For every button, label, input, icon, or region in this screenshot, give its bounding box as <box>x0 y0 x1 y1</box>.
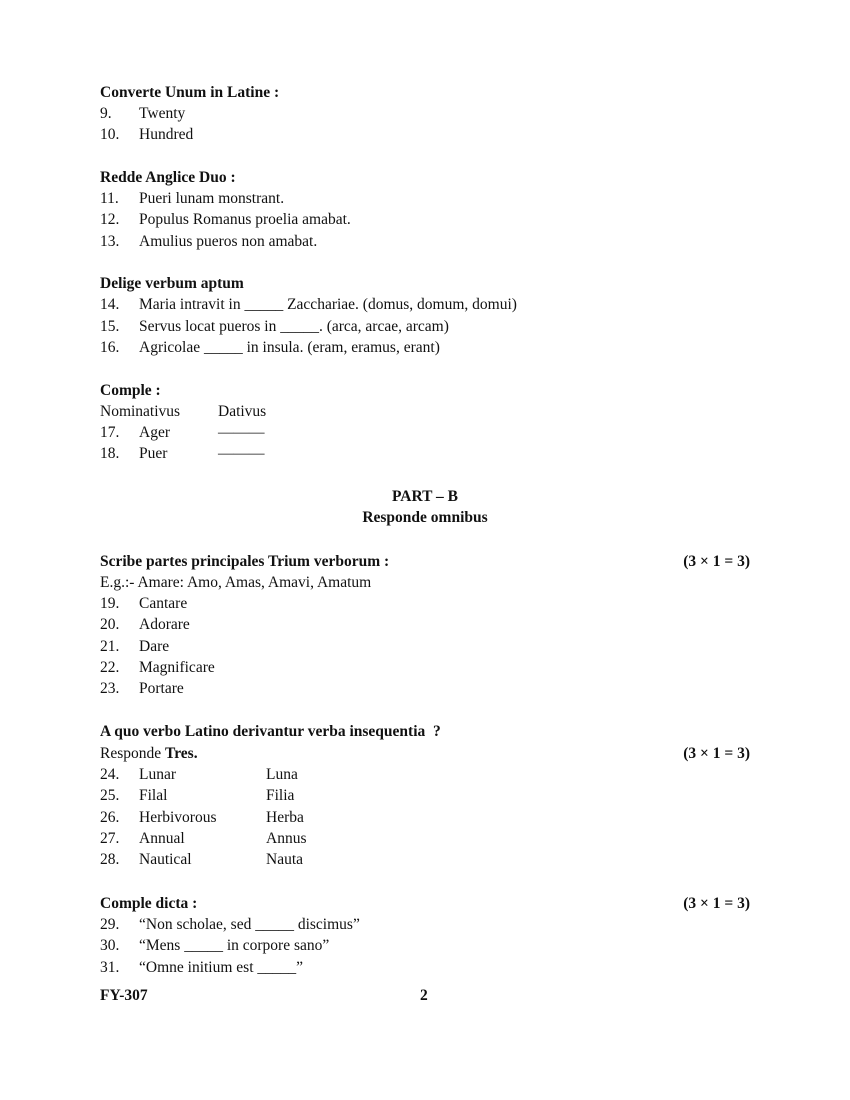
answer-blank: ——— <box>218 424 265 441</box>
question-text: Populus Romanus proelia amabat. <box>139 211 351 228</box>
part-b-subtitle: Responde omnibus <box>362 509 488 526</box>
question-text: “Non scholae, sed _____ discimus” <box>139 916 360 933</box>
answer-blank: ——— <box>218 445 265 462</box>
question-text: Agricolae _____ in insula. (eram, eramus, erant) <box>139 339 440 356</box>
footer-page-number: 2 <box>420 987 428 1004</box>
question-number: 10. <box>100 126 120 143</box>
question-text: Adorare <box>139 616 190 633</box>
footer-paper-code: FY-307 <box>100 987 148 1004</box>
latin-root: Luna <box>266 766 298 783</box>
latin-root: Nauta <box>266 851 304 868</box>
question-text: Ager <box>139 424 170 441</box>
section-heading-derivation: A quo verbo Latino derivantur verba insequentia ? <box>100 723 441 740</box>
section-heading-comple: Comple : <box>100 382 161 399</box>
question-text: Puer <box>139 445 168 462</box>
marks-label: (3 × 1 = 3) <box>683 553 750 570</box>
question-number: 16. <box>100 339 120 356</box>
question-number: 18. <box>100 445 120 462</box>
question-text: Dare <box>139 638 170 655</box>
question-text: Lunar <box>139 766 177 783</box>
part-b-title: PART – B <box>391 488 459 505</box>
section-heading-converte: Converte Unum in Latine : <box>100 84 280 101</box>
question-text: Nautical <box>139 851 192 868</box>
question-text: Hundred <box>139 126 194 143</box>
question-text: Portare <box>139 680 184 697</box>
question-text: Annual <box>139 830 185 847</box>
column-header-dativus: Dativus <box>218 403 267 420</box>
section-heading-dicta: Comple dicta : <box>100 895 198 912</box>
instruction-count: Tres. <box>165 745 198 762</box>
question-number: 22. <box>100 659 120 676</box>
section-heading-scribe: Scribe partes principales Trium verborum : <box>100 553 390 570</box>
question-text: “Omne initium est _____” <box>139 959 304 976</box>
question-text: Cantare <box>139 595 188 612</box>
latin-root: Annus <box>266 830 307 847</box>
question-number: 11. <box>100 190 119 207</box>
question-text: Servus locat pueros in _____. (arca, arcae, arcam) <box>139 318 449 335</box>
question-text: Amulius pueros non amabat. <box>139 233 318 250</box>
question-number: 15. <box>100 318 120 335</box>
question-number: 17. <box>100 424 120 441</box>
column-header-nominativus: Nominativus <box>100 403 181 420</box>
question-number: 29. <box>100 916 120 933</box>
question-text: Magnificare <box>139 659 215 676</box>
question-text: “Mens _____ in corpore sano” <box>139 937 330 954</box>
question-number: 21. <box>100 638 120 655</box>
question-text: Pueri lunam monstrant. <box>139 190 285 207</box>
instruction-prefix: Responde <box>100 745 166 762</box>
question-number: 25. <box>100 787 120 804</box>
question-number: 9. <box>100 105 112 122</box>
section-heading-redde: Redde Anglice Duo : <box>100 169 236 186</box>
question-number: 14. <box>100 296 120 313</box>
latin-root: Herba <box>266 809 304 826</box>
question-number: 19. <box>100 595 120 612</box>
question-number: 28. <box>100 851 120 868</box>
example-text: E.g.:- Amare: Amo, Amas, Amavi, Amatum <box>100 574 372 591</box>
question-number: 26. <box>100 809 120 826</box>
question-text: Maria intravit in _____ Zacchariae. (domus, domum, domui) <box>139 296 517 313</box>
question-text: Herbivorous <box>139 809 217 826</box>
marks-label: (3 × 1 = 3) <box>683 895 750 912</box>
question-number: 27. <box>100 830 120 847</box>
question-number: 20. <box>100 616 120 633</box>
question-number: 23. <box>100 680 120 697</box>
question-number: 13. <box>100 233 120 250</box>
question-number: 31. <box>100 959 120 976</box>
question-number: 24. <box>100 766 120 783</box>
instruction-line <box>100 745 198 763</box>
question-text: Twenty <box>139 105 186 122</box>
latin-root: Filia <box>266 787 295 804</box>
question-text: Filal <box>139 787 168 804</box>
question-number: 12. <box>100 211 120 228</box>
section-heading-delige: Delige verbum aptum <box>100 275 244 292</box>
marks-label: (3 × 1 = 3) <box>683 745 750 762</box>
question-number: 30. <box>100 937 120 954</box>
